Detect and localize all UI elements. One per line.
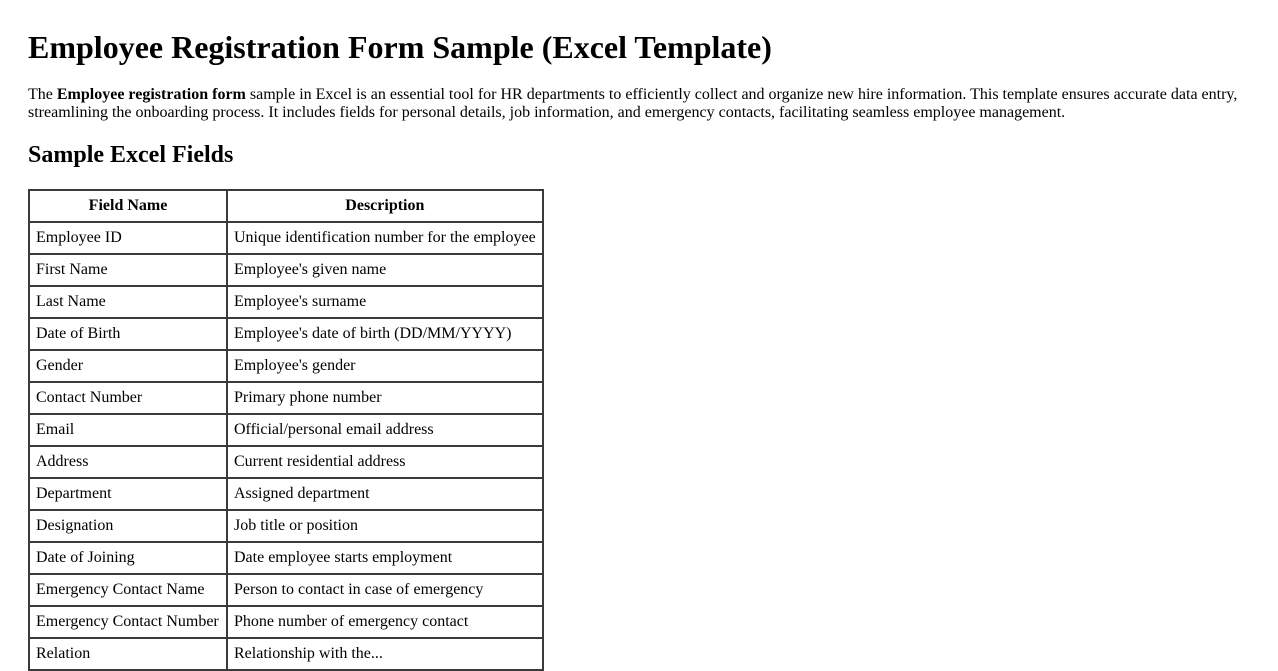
- description-cell: Phone number of emergency contact: [227, 606, 543, 638]
- intro-suffix: sample in Excel is an essential tool for HR departments to efficiently collect and organize new hire information. This template ensures accurate data entry, streamlining the onboarding process. It includes fields for personal details, job information, and emergency contacts, facilitating seamless employee management.: [28, 86, 1238, 121]
- description-cell: Employee's date of birth (DD/MM/YYYY): [227, 318, 543, 350]
- column-header-field-name: Field Name: [29, 190, 227, 222]
- description-cell: Employee's gender: [227, 350, 543, 382]
- table-header-row: [29, 190, 543, 222]
- table-row: [29, 382, 543, 414]
- intro-prefix: The: [28, 86, 57, 103]
- description-cell: Person to contact in case of emergency: [227, 574, 543, 606]
- field-name-cell: Email: [29, 414, 227, 446]
- description-cell: Assigned department: [227, 478, 543, 510]
- field-name-cell: Last Name: [29, 286, 227, 318]
- intro-bold-term: Employee registration form: [56, 86, 246, 103]
- description-cell: Relationship with the...: [227, 638, 543, 670]
- intro-paragraph: [28, 86, 1250, 122]
- description-cell: Employee's surname: [227, 286, 543, 318]
- column-header-description: Description: [227, 190, 543, 222]
- field-name-cell: Address: [29, 446, 227, 478]
- field-name-cell: Relation: [29, 638, 227, 670]
- description-cell: Official/personal email address: [227, 414, 543, 446]
- table-row: [29, 606, 543, 638]
- field-name-cell: Contact Number: [29, 382, 227, 414]
- description-cell: Unique identification number for the employee: [227, 222, 543, 254]
- field-name-cell: Date of Birth: [29, 318, 227, 350]
- table-row: [29, 254, 543, 286]
- description-cell: Date employee starts employment: [227, 542, 543, 574]
- table-row: [29, 318, 543, 350]
- field-name-cell: Date of Joining: [29, 542, 227, 574]
- table-row: [29, 542, 543, 574]
- description-cell: Primary phone number: [227, 382, 543, 414]
- table-row: [29, 350, 543, 382]
- table-row: [29, 574, 543, 606]
- table-row: [29, 446, 543, 478]
- field-name-cell: Gender: [29, 350, 227, 382]
- table-row: [29, 286, 543, 318]
- description-cell: Current residential address: [227, 446, 543, 478]
- description-cell: Employee's given name: [227, 254, 543, 286]
- field-name-cell: Designation: [29, 510, 227, 542]
- page-title: Employee Registration Form Sample (Excel Template): [28, 29, 772, 65]
- field-name-cell: Emergency Contact Number: [29, 606, 227, 638]
- table-row: [29, 638, 543, 670]
- table-row: [29, 478, 543, 510]
- field-name-cell: First Name: [29, 254, 227, 286]
- field-name-cell: Department: [29, 478, 227, 510]
- table-row: [29, 414, 543, 446]
- table-row: [29, 510, 543, 542]
- fields-table: [28, 189, 544, 671]
- field-name-cell: Employee ID: [29, 222, 227, 254]
- section-heading: Sample Excel Fields: [28, 142, 234, 168]
- table-row: [29, 222, 543, 254]
- field-name-cell: Emergency Contact Name: [29, 574, 227, 606]
- description-cell: Job title or position: [227, 510, 543, 542]
